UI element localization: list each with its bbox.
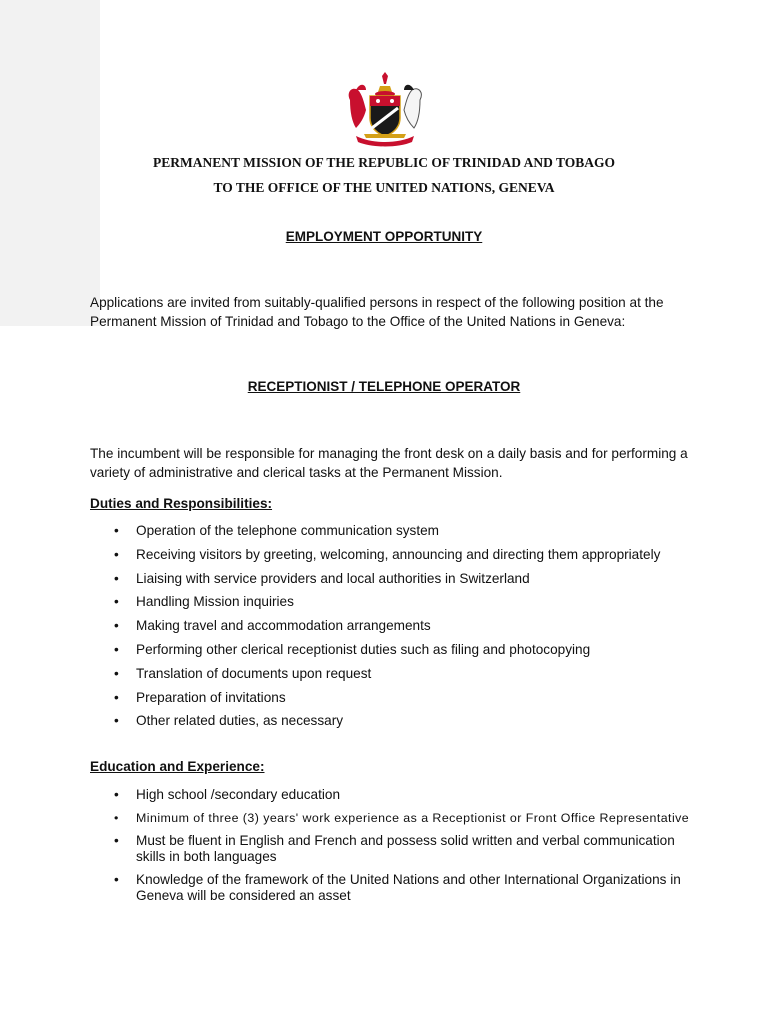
list-item: • High school /secondary education: [90, 787, 690, 803]
list-item: • Translation of documents upon request: [90, 662, 690, 686]
list-item: • Minimum of three (3) years' work experience as a Receptionist or Front Office Representative: [90, 810, 690, 826]
education-heading: Education and Experience:: [90, 759, 265, 774]
list-item: • Handling Mission inquiries: [90, 590, 690, 614]
mission-name-line-2: TO THE OFFICE OF THE UNITED NATIONS, GENEVA: [213, 180, 555, 195]
list-item: • Preparation of invitations: [90, 686, 690, 710]
list-item: • Making travel and accommodation arrangements: [90, 614, 690, 638]
mission-name-line-1: PERMANENT MISSION OF THE REPUBLIC OF TRINIDAD AND TOBAGO: [152, 155, 616, 170]
list-item: • Performing other clerical receptionist duties such as filing and photocopying: [90, 638, 690, 662]
intro-paragraph: Applications are invited from suitably-qualified persons in respect of the following position at the Permanent Mission of Trinidad and Tobago to the Office of the United Nations in Geneva:: [90, 295, 664, 329]
list-item: • Operation of the telephone communication system: [90, 519, 690, 543]
duties-list: [90, 519, 690, 733]
education-list: [90, 787, 690, 911]
document-title: EMPLOYMENT OPPORTUNITY: [285, 229, 483, 244]
list-item: • Other related duties, as necessary: [90, 709, 690, 733]
list-item: • Knowledge of the framework of the United Nations and other International Organizations in Geneva will be considered an asset: [90, 872, 690, 904]
duties-heading: Duties and Responsibilities:: [90, 496, 273, 511]
coat-of-arms-icon: [342, 72, 428, 148]
description-paragraph: The incumbent will be responsible for managing the front desk on a daily basis and for performing a variety of administrative and clerical tasks at the Permanent Mission.: [90, 446, 688, 480]
list-item: • Liaising with service providers and local authorities in Switzerland: [90, 567, 690, 591]
list-item: • Receiving visitors by greeting, welcoming, announcing and directing them appropriately: [90, 543, 690, 567]
list-item: • Must be fluent in English and French and possess solid written and verbal communication skills in both languages: [90, 833, 690, 865]
position-title: RECEPTIONIST / TELEPHONE OPERATOR: [247, 379, 521, 394]
